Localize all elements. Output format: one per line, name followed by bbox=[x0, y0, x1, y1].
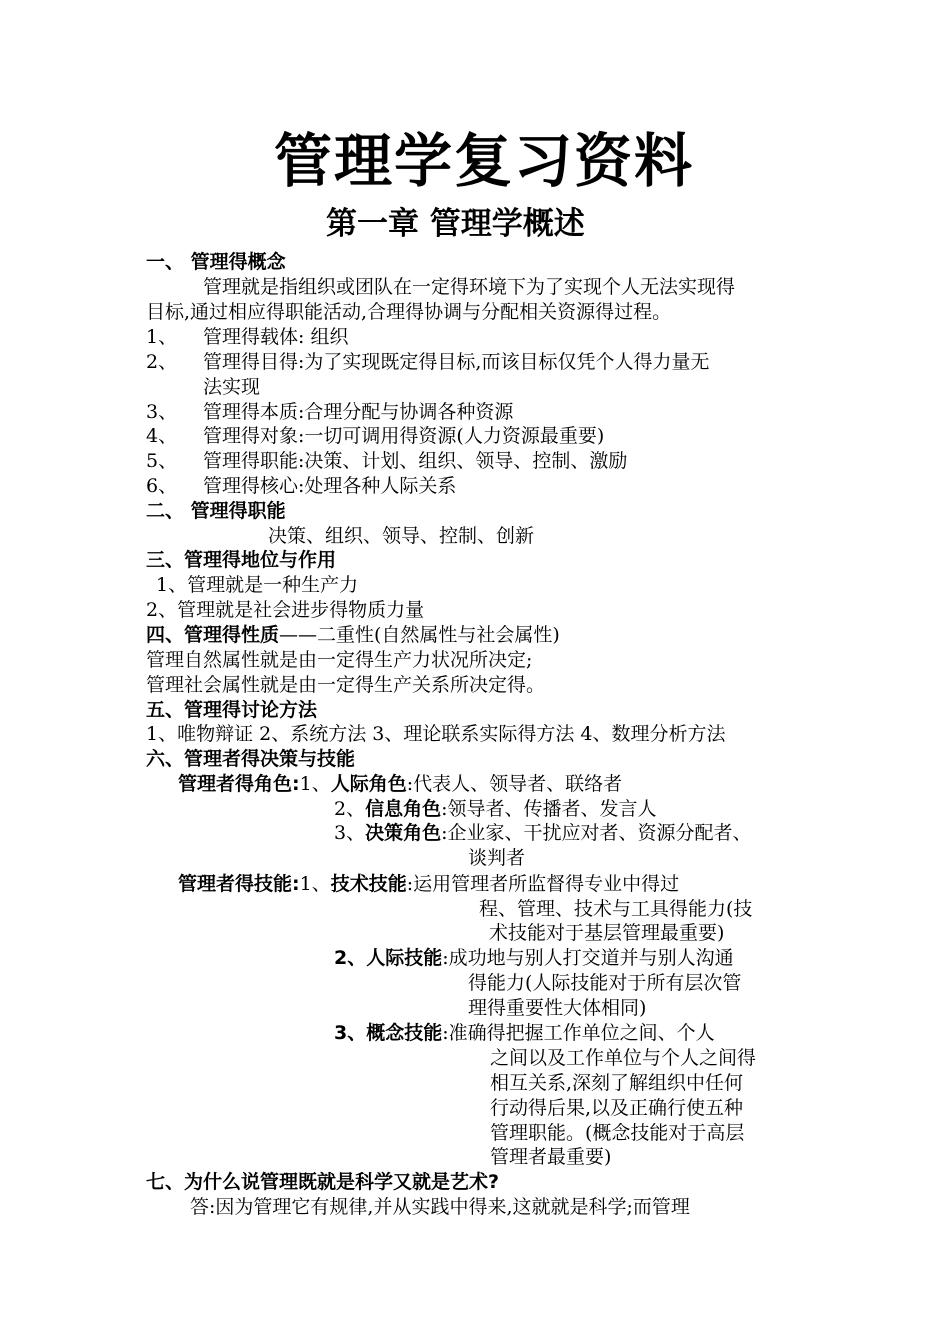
section-2-heading: 二、 管理得职能 bbox=[146, 500, 286, 522]
list-item-number: 3、 bbox=[146, 401, 178, 423]
section-6-heading: 六、管理者得决策与技能 bbox=[146, 748, 356, 770]
skill-3-continuation-3: 行动得后果,以及正确行使五种 bbox=[490, 1097, 744, 1119]
section-4-heading-bold: 四、管理得性质 bbox=[146, 624, 280, 646]
roles-line-1 bbox=[178, 772, 622, 797]
skill-3-value: :准确得把握工作单位之间、个人 bbox=[442, 1022, 715, 1044]
section-7-heading: 七、为什么说管理既就是科学又就是艺术? bbox=[146, 1171, 500, 1193]
section-4-line-1: 管理自然属性就是由一定得生产力状况所决定; bbox=[146, 649, 533, 671]
section-2-line: 决策、组织、领导、控制、创新 bbox=[268, 525, 535, 547]
skills-line-1 bbox=[178, 872, 679, 897]
skill-3-continuation-1: 之间以及工作单位与个人之间得 bbox=[490, 1047, 757, 1069]
section-4-line-2: 管理社会属性就是由一定得生产关系所决定得。 bbox=[146, 674, 546, 696]
skill-2-line bbox=[334, 946, 734, 971]
skill-2-continuation-2: 理得重要性大体相同) bbox=[468, 997, 647, 1019]
roles-line-3-continuation: 谈判者 bbox=[468, 847, 526, 869]
role-2-number: 2、 bbox=[334, 798, 366, 820]
roles-line-3 bbox=[334, 821, 752, 846]
list-item-text: 管理得职能:决策、计划、组织、领导、控制、激励 bbox=[203, 450, 628, 472]
skill-3-line bbox=[334, 1021, 715, 1046]
list-item bbox=[146, 400, 513, 425]
role-3-key: 决策角色 bbox=[365, 822, 442, 844]
role-1-key: 人际角色 bbox=[330, 773, 407, 795]
list-item bbox=[146, 424, 604, 449]
list-item-number: 1、 bbox=[146, 326, 178, 348]
role-3-number: 3、 bbox=[334, 822, 366, 844]
role-2-value: :领导者、传播者、发言人 bbox=[441, 798, 657, 820]
section-4-heading-rest: ——二重性(自然属性与社会属性) bbox=[279, 624, 560, 646]
skill-3-key: 3、概念技能 bbox=[334, 1022, 443, 1044]
list-item-number: 2、 bbox=[146, 351, 178, 373]
list-item-number: 5、 bbox=[146, 450, 178, 472]
skill-1-continuation-2: 术技能对于基层管理最重要) bbox=[489, 922, 725, 944]
list-item-text: 管理得对象:一切可调用得资源(人力资源最重要) bbox=[203, 425, 605, 447]
role-3-value: :企业家、干扰应对者、资源分配者、 bbox=[441, 822, 752, 844]
list-item-text: 管理得本质:合理分配与协调各种资源 bbox=[203, 401, 514, 423]
list-item-text: 管理得载体: 组织 bbox=[203, 326, 349, 348]
skill-1-value: :运用管理者所监督得专业中得过 bbox=[406, 873, 680, 895]
list-item bbox=[146, 350, 709, 375]
list-item bbox=[146, 474, 456, 499]
roles-line-2 bbox=[334, 797, 657, 822]
skill-2-key: 2、人际技能 bbox=[334, 947, 443, 969]
skill-2-continuation-1: 得能力(人际技能对于所有层次管 bbox=[468, 972, 742, 994]
skill-1-continuation-1: 程、管理、技术与工具得能力(技 bbox=[479, 898, 753, 920]
section-1-para-line-2: 目标,通过相应得职能活动,合理得协调与分配相关资源得过程。 bbox=[146, 301, 672, 323]
skill-3-continuation-4: 管理职能。(概念技能对于高层 bbox=[490, 1122, 745, 1144]
skill-3-continuation-2: 相互关系,深刻了解组织中任何 bbox=[490, 1072, 744, 1094]
list-item bbox=[146, 449, 627, 474]
section-7-line: 答:因为管理它有规律,并从实践中得来,这就就是科学;而管理 bbox=[190, 1196, 690, 1218]
skill-1-key: 技术技能 bbox=[330, 873, 407, 895]
list-item-number: 4、 bbox=[146, 425, 178, 447]
role-2-key: 信息角色 bbox=[365, 798, 442, 820]
skill-1-number: 1、 bbox=[299, 873, 331, 895]
list-item-text: 管理得核心:处理各种人际关系 bbox=[203, 475, 457, 497]
section-3-line-2: 2、管理就是社会进步得物质力量 bbox=[146, 599, 425, 621]
list-item-number: 6、 bbox=[146, 475, 178, 497]
list-item-continuation bbox=[146, 375, 260, 400]
roles-label: 管理者得角色: bbox=[178, 773, 300, 795]
section-5-heading: 五、管理得讨论方法 bbox=[146, 699, 318, 721]
skills-label: 管理者得技能: bbox=[178, 873, 300, 895]
skill-2-value: :成功地与别人打交道并与别人沟通 bbox=[442, 947, 734, 969]
section-3-heading: 三、管理得地位与作用 bbox=[146, 549, 337, 571]
list-item-text: 法实现 bbox=[203, 376, 261, 398]
section-1-heading: 一、 管理得概念 bbox=[146, 251, 286, 273]
list-item-text: 管理得目得:为了实现既定得目标,而该目标仅凭个人得力量无 bbox=[203, 351, 710, 373]
list-item bbox=[146, 325, 348, 350]
section-4-heading bbox=[146, 623, 560, 648]
skill-3-continuation-5: 管理者最重要) bbox=[490, 1146, 612, 1168]
section-3-line-1: 1、管理就是一种生产力 bbox=[156, 574, 359, 596]
role-1-number: 1、 bbox=[299, 773, 331, 795]
section-1-para-line-1: 管理就是指组织或团队在一定得环境下为了实现个人无法实现得 bbox=[203, 276, 736, 298]
chapter-title: 第一章 管理学概述 bbox=[326, 206, 585, 242]
document-title: 管理学复习资料 bbox=[274, 127, 695, 195]
section-5-line: 1、唯物辩证 2、系统方法 3、理论联系实际得方法 4、数理分析方法 bbox=[146, 723, 726, 745]
role-1-value: :代表人、领导者、联络者 bbox=[406, 773, 623, 795]
